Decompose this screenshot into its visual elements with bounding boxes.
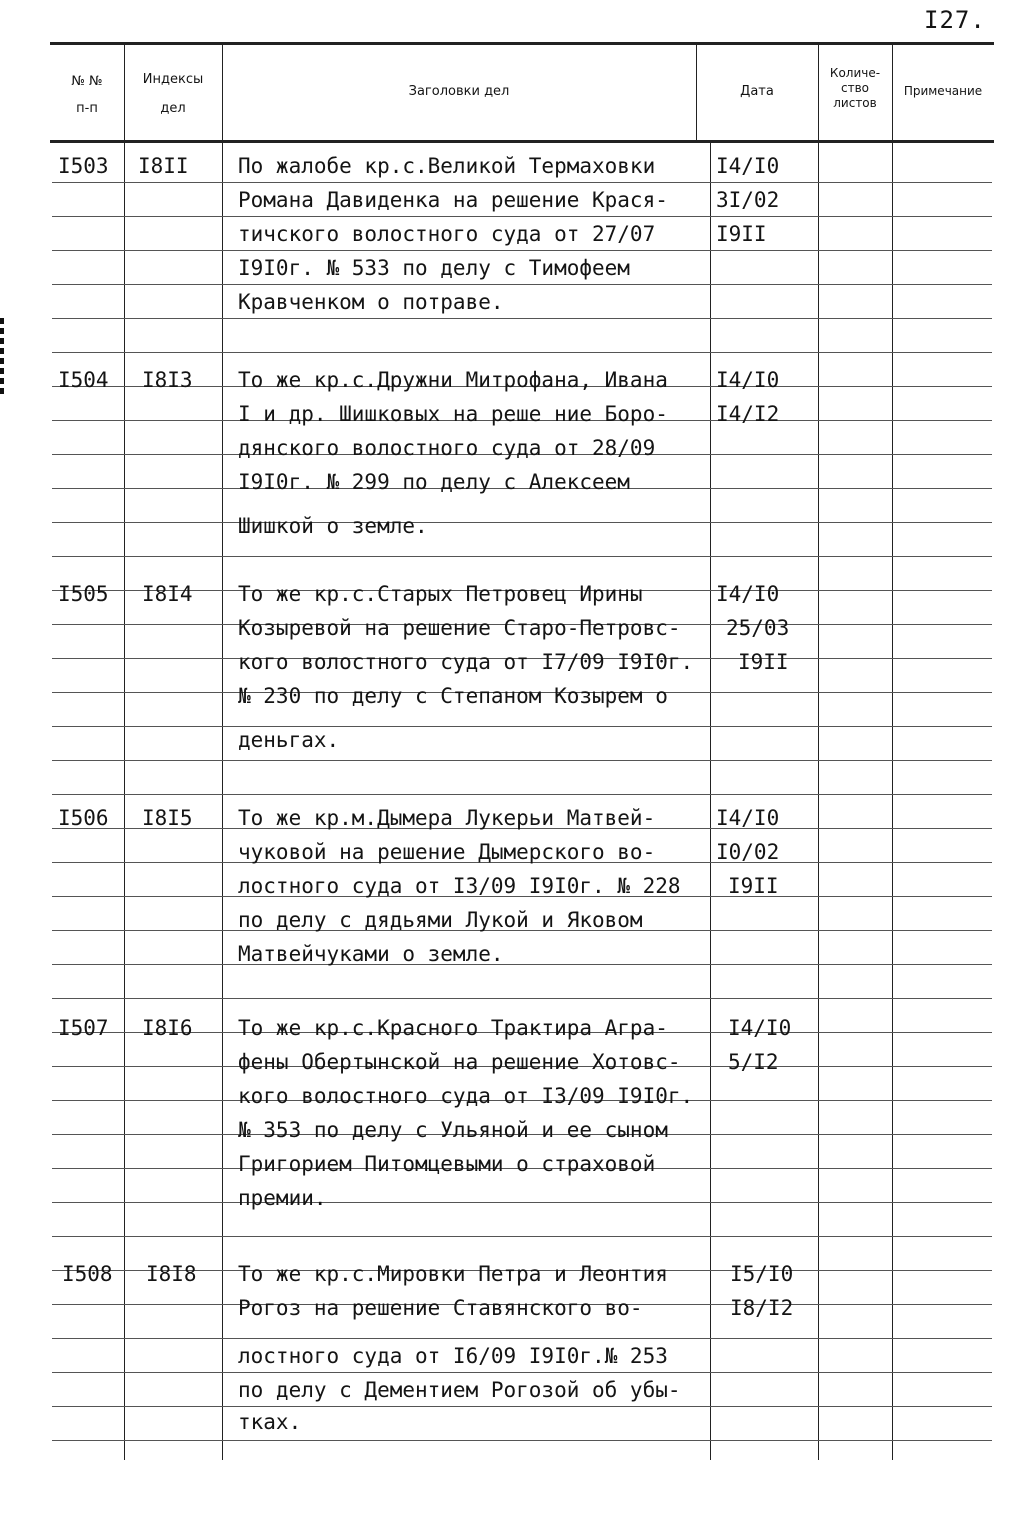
row-rule [52, 556, 992, 557]
record-date: I8/I2 [730, 1296, 794, 1320]
record-title-line: I9I0г. № 533 по делу с Тимофеем [238, 256, 630, 280]
record-date: I4/I2 [716, 402, 780, 426]
column-divider [710, 140, 711, 1460]
record-title-line: № 353 по делу с Ульяной и ее сыном [238, 1118, 668, 1142]
header-title: Заголовки дел [408, 84, 510, 99]
row-rule [52, 998, 992, 999]
record-date: I9II [738, 650, 789, 674]
scan-artifact [0, 318, 4, 398]
record-date: I4/I0 [716, 154, 780, 178]
record-number: I503 [58, 154, 109, 178]
record-title-line: тичского волостного суда от 27/07 [238, 222, 656, 246]
record-title-line: То же кр.с.Красного Трактира Агра- [238, 1016, 668, 1040]
record-title-line: фены Обертынской на решение Хотовс- [238, 1050, 681, 1074]
record-title-line: Григорием Питомцевыми о страховой [238, 1152, 656, 1176]
column-divider [818, 44, 819, 1460]
record-title-line: То же кр.с.Старых Петровец Ирины [238, 582, 643, 606]
record-date: I4/I0 [728, 1016, 792, 1040]
header-bottom-rule [50, 140, 994, 143]
record-title-line: По жалобе кр.с.Великой Термаховки [238, 154, 656, 178]
record-title-line: № 230 по делу с Степаном Козырем о [238, 684, 668, 708]
record-title-line: Кравченком о потраве. [238, 290, 504, 314]
record-date: I4/I0 [716, 368, 780, 392]
record-title-line: I9I0г. № 299 по делу с Алексеем [238, 470, 630, 494]
row-rule [52, 284, 992, 285]
row-rule [52, 1372, 992, 1373]
record-title-line: То же кр.м.Дымера Лукерьи Матвей- [238, 806, 656, 830]
record-date: I9II [728, 874, 779, 898]
record-index: I8I4 [142, 582, 193, 606]
record-date: I0/02 [716, 840, 780, 864]
record-date: 25/03 [726, 616, 790, 640]
record-date: I4/I0 [716, 806, 780, 830]
record-title-line: тках. [238, 1410, 302, 1434]
column-divider [892, 44, 893, 1460]
record-title-line: чуковой на решение Дымерского во- [238, 840, 656, 864]
record-title-line: кого волостного суда от I3/09 I9I0г. [238, 1084, 694, 1108]
header-note: Примечание [903, 84, 983, 98]
header-num-sub: п-п [76, 101, 98, 116]
record-index: I8II [138, 154, 189, 178]
record-index: I8I8 [146, 1262, 197, 1286]
record-title-line: Шишкой о земле. [238, 514, 428, 538]
record-date: 5/I2 [728, 1050, 779, 1074]
row-rule [52, 522, 992, 523]
record-number: I504 [58, 368, 109, 392]
row-rule [52, 1236, 992, 1237]
record-index: I8I6 [142, 1016, 193, 1040]
row-rule [52, 1406, 992, 1407]
record-title-line: по делу с дядьями Лукой и Яковом [238, 908, 643, 932]
row-rule [52, 182, 992, 183]
record-date: I4/I0 [716, 582, 780, 606]
row-rule [52, 1440, 992, 1441]
record-number: I507 [58, 1016, 109, 1040]
row-rule [52, 250, 992, 251]
header-index-sub: дел [160, 101, 186, 116]
header-index-label: Индексы [142, 72, 204, 87]
record-title-line: лостного суда от I3/09 I9I0г. № 228 [238, 874, 681, 898]
record-title-line: деньгах. [238, 728, 340, 752]
record-title-line: кого волостного суда от I7/09 I9I0г. [238, 650, 694, 674]
header-index [126, 72, 220, 116]
record-date: 3I/02 [716, 188, 780, 212]
record-index: I8I5 [142, 806, 193, 830]
table-top-rule [50, 42, 994, 45]
record-title-line: То же кр.с.Дружни Митрофана, Ивана [238, 368, 668, 392]
row-rule [52, 726, 992, 727]
record-title-line: по делу с Дементием Рогозой об убы- [238, 1378, 681, 1402]
row-rule [52, 964, 992, 965]
record-title-line: То же кр.с.Мировки Петра и Леонтия [238, 1262, 668, 1286]
row-rule [52, 352, 992, 353]
record-number: I506 [58, 806, 109, 830]
column-divider [222, 44, 223, 1460]
header-num [52, 74, 122, 116]
record-number: I508 [62, 1262, 113, 1286]
record-date: I9II [716, 222, 767, 246]
record-title-line: премии. [238, 1186, 327, 1210]
record-title-line: лостного суда от I6/09 I9I0г.№ 253 [238, 1344, 668, 1368]
row-rule [52, 1338, 992, 1339]
header-num-label: № № [71, 74, 103, 89]
column-divider [124, 44, 125, 1460]
record-title-line: Матвейчуками о земле. [238, 942, 504, 966]
record-index: I8I3 [142, 368, 193, 392]
record-title-line: дянского волостного суда от 28/09 [238, 436, 656, 460]
row-rule [52, 794, 992, 795]
record-number: I505 [58, 582, 109, 606]
header-date: Дата [740, 84, 774, 99]
row-rule [52, 1202, 992, 1203]
record-title-line: Козыревой на решение Старо-Петровс- [238, 616, 681, 640]
record-title-line: Рогоз на решение Ставянского во- [238, 1296, 643, 1320]
header-sheet-count: Количе- ство листов [829, 66, 881, 110]
column-divider [696, 44, 697, 140]
record-title-line: Романа Давиденка на решение Крася- [238, 188, 668, 212]
page-number: I27. [924, 6, 986, 34]
row-rule [52, 216, 992, 217]
record-title-line: I и др. Шишковых на реше ние Боро- [238, 402, 668, 426]
row-rule [52, 760, 992, 761]
record-date: I5/I0 [730, 1262, 794, 1286]
row-rule [52, 318, 992, 319]
